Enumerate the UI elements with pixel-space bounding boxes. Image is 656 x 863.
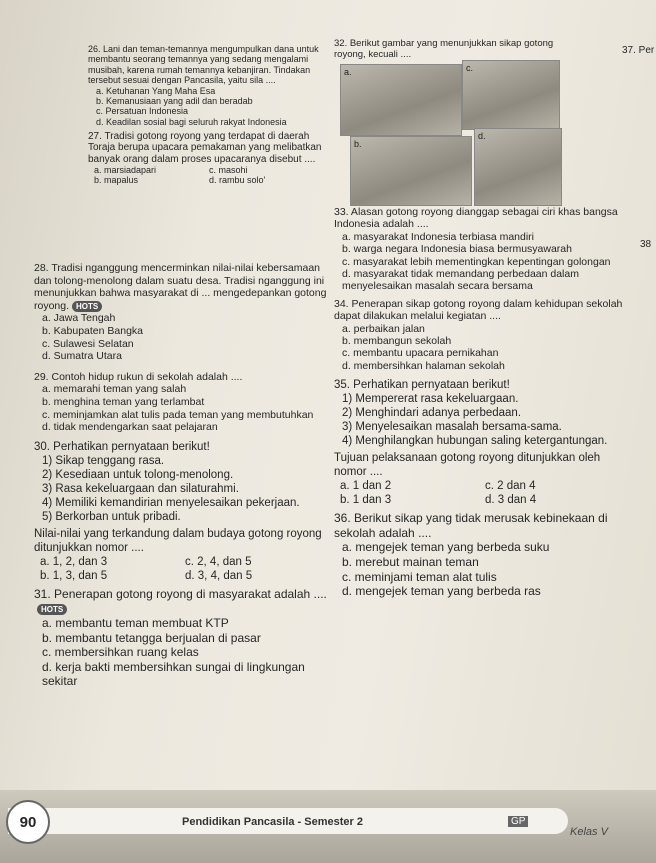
question-36: 36. Berikut sikap yang tidak merusak kebinekaan di sekolah adalah .... — [334, 511, 608, 540]
q36-option-c[interactable]: c. meminjami teman alat tulis — [342, 569, 497, 584]
q33-option-b[interactable]: b. warga negara Indonesia biasa bermusyawarah — [342, 243, 572, 256]
q30-statement-4: 4) Memiliki kemandirian menyelesaikan pekerjaan. — [42, 496, 300, 509]
publisher-logo: GP — [508, 816, 528, 827]
footer-title: Pendidikan Pancasila - Semester 2 — [182, 816, 363, 828]
q33-option-c[interactable]: c. masyarakat lebih mementingkan kepentingan golongan — [342, 255, 611, 268]
question-26: 26. Lani dan teman-temannya mengumpulkan dana untuk membantu seorang temannya yang sedang mengalami musibah, karena rumah temannya kebanjiran. Tindakan tersebut sesuai dengan Pancasila, yaitu sila .... — [88, 44, 319, 86]
q35-statement-3: 3) Menyelesaikan masalah bersama-sama. — [342, 421, 562, 434]
q29-option-c[interactable]: c. meminjamkan alat tulis pada teman yang membutuhkan — [42, 408, 314, 421]
photo-c[interactable] — [462, 60, 560, 130]
q30-statement-1: 1) Sikap tenggang rasa. — [42, 454, 165, 467]
questions-33-36 — [334, 206, 630, 599]
question-27: 27. Tradisi gotong royong yang terdapat di daerah Toraja berupa upacara pemakaman yang melibatkan banyak orang dalam proses upacaranya disebut .... — [88, 131, 322, 165]
question-30: 30. Perhatikan pernyataan berikut! — [34, 440, 210, 453]
page-number: 90 — [6, 800, 50, 844]
photo-d-label: d. — [478, 131, 486, 141]
q29-option-b[interactable]: b. menghina teman yang terlambat — [42, 395, 205, 408]
photo-b-label: b. — [354, 139, 362, 149]
photo-d[interactable] — [474, 128, 562, 206]
photo-a[interactable] — [340, 64, 462, 136]
q36-option-b[interactable]: b. merebut mainan teman — [342, 555, 479, 570]
q29-option-a[interactable]: a. memarahi teman yang salah — [42, 383, 187, 396]
q35-statement-2: 2) Menghindari adanya perbedaan. — [342, 407, 522, 420]
q28-option-b[interactable]: b. Kabupaten Bangka — [42, 324, 144, 337]
q36-option-d[interactable]: d. mengejek teman yang berbeda ras — [342, 584, 541, 599]
question-28 — [34, 262, 330, 312]
q34-option-a[interactable]: a. perbaikan jalan — [342, 322, 425, 335]
q33-option-d[interactable]: d. masyarakat tidak memandang perbedaan dalam menyelesaikan masalah secara bersama — [342, 268, 579, 293]
q30-stem: Nilai-nilai yang terkandung dalam budaya gotong royong ditunjukkan nomor .... — [34, 527, 322, 554]
q31-text: 31. Penerapan gotong royong di masyarakat adalah .... — [34, 586, 327, 601]
q30-statements — [34, 454, 330, 583]
q35-option-d[interactable]: d. 3 dan 4 — [485, 494, 537, 507]
q27-option-b[interactable]: b. mapalus — [94, 175, 139, 186]
q26-option-d[interactable]: d. Keadilan sosial bagi seluruh rakyat Indonesia — [96, 116, 287, 127]
question-31-block — [34, 587, 330, 689]
questions-28-31 — [34, 262, 330, 689]
question-37-edge: 37. Per — [622, 45, 655, 56]
q30-option-c[interactable]: c. 2, 4, dan 5 — [185, 555, 252, 568]
photo-b[interactable] — [350, 136, 472, 206]
q30-statement-2: 2) Kesediaan untuk tolong-menolong. — [42, 468, 234, 481]
q35-statement-1: 1) Mempererat rasa kekeluargaan. — [342, 393, 519, 406]
question-32 — [334, 38, 556, 60]
questions-26-27 — [88, 44, 324, 186]
q31-option-b[interactable]: b. membantu tetangga berjualan di pasar — [42, 630, 261, 645]
q35-options — [340, 479, 630, 507]
q31-option-d[interactable]: d. kerja bakti membersihkan sungai di lingkungan sekitar — [42, 659, 305, 689]
q27-option-a[interactable]: a. marsiadapari — [94, 164, 157, 175]
q29-option-d[interactable]: d. tidak mendengarkan saat pelajaran — [42, 421, 218, 434]
q35-statement-4: 4) Menghilangkan hubungan saling ketergantungan. — [342, 435, 608, 448]
question-29: 29. Contoh hidup rukun di sekolah adalah .... — [34, 370, 243, 383]
question-33: 33. Alasan gotong royong dianggap sebagai ciri khas bangsa Indonesia adalah .... — [334, 206, 618, 231]
hots-badge: HOTS — [37, 604, 67, 615]
number-38-edge: 38 — [640, 239, 652, 250]
q26-option-c[interactable]: c. Persatuan Indonesia — [96, 106, 189, 117]
q26-option-a[interactable]: a. Ketuhanan Yang Maha Esa — [96, 85, 216, 96]
q28-option-d[interactable]: d. Sumatra Utara — [42, 350, 122, 363]
question-36-block — [334, 511, 630, 599]
question-35: 35. Perhatikan pernyataan berikut! — [334, 379, 510, 392]
q30-statement-3: 3) Rasa kekeluargaan dan silaturahmi. — [42, 482, 239, 495]
q30-option-b[interactable]: b. 1, 3, dan 5 — [40, 569, 108, 582]
question-35-block — [334, 378, 630, 507]
hots-badge: HOTS — [72, 301, 102, 312]
q30-statement-5: 5) Berkorban untuk pribadi. — [42, 510, 181, 523]
q30-options — [40, 555, 330, 583]
q31-option-c[interactable]: c. membersihkan ruang kelas — [42, 645, 199, 660]
q36-option-a[interactable]: a. mengejek teman yang berbeda suku — [342, 540, 550, 555]
q35-option-b[interactable]: b. 1 dan 3 — [340, 494, 392, 507]
q28-option-c[interactable]: c. Sulawesi Selatan — [42, 337, 134, 350]
q34-option-b[interactable]: b. membangun sekolah — [342, 335, 452, 348]
q34-option-c[interactable]: c. membantu upacara pernikahan — [342, 347, 499, 360]
question-34: 34. Penerapan sikap gotong royong dalam kehidupan sekolah dapat dilakukan melalui kegiatan .... — [334, 297, 623, 323]
q26-option-b[interactable]: b. Kemanusiaan yang adil dan beradab — [96, 96, 253, 107]
q30-option-a[interactable]: a. 1, 2, dan 3 — [40, 555, 108, 568]
q28-option-a[interactable]: a. Jawa Tengah — [42, 312, 116, 325]
photo-c-label: c. — [466, 63, 474, 73]
q31-option-a[interactable]: a. membantu teman membuat KTP — [42, 615, 229, 630]
class-label: Kelas V — [570, 826, 608, 838]
q30-option-d[interactable]: d. 3, 4, dan 5 — [185, 569, 253, 582]
q32-text: 32. Berikut gambar yang menunjukkan sikap gotong royong, kecuali .... — [334, 38, 554, 60]
question-31 — [34, 587, 330, 616]
q27-option-c[interactable]: c. masohi — [209, 164, 248, 175]
q28-text: 28. Tradisi nganggung mencerminkan nilai-nilai kebersamaan dan tolong-menolong dalam suatu desa. Tradisi nganggung ini menunjukkan bahwa masyarakat di ... mengedepankan gotong royong. — [34, 262, 327, 312]
q35-stem: Tujuan pelaksanaan gotong royong ditunjukkan oleh nomor .... — [334, 452, 601, 479]
q34-option-d[interactable]: d. membersihkan halaman sekolah — [342, 359, 505, 372]
q33-option-a[interactable]: a. masyarakat Indonesia terbiasa mandiri — [342, 230, 535, 243]
q27-option-d[interactable]: d. rambu solo' — [209, 175, 266, 186]
photo-a-label: a. — [344, 67, 352, 77]
q35-option-c[interactable]: c. 2 dan 4 — [485, 480, 536, 493]
q27-options — [94, 165, 324, 186]
q35-option-a[interactable]: a. 1 dan 2 — [340, 480, 392, 493]
